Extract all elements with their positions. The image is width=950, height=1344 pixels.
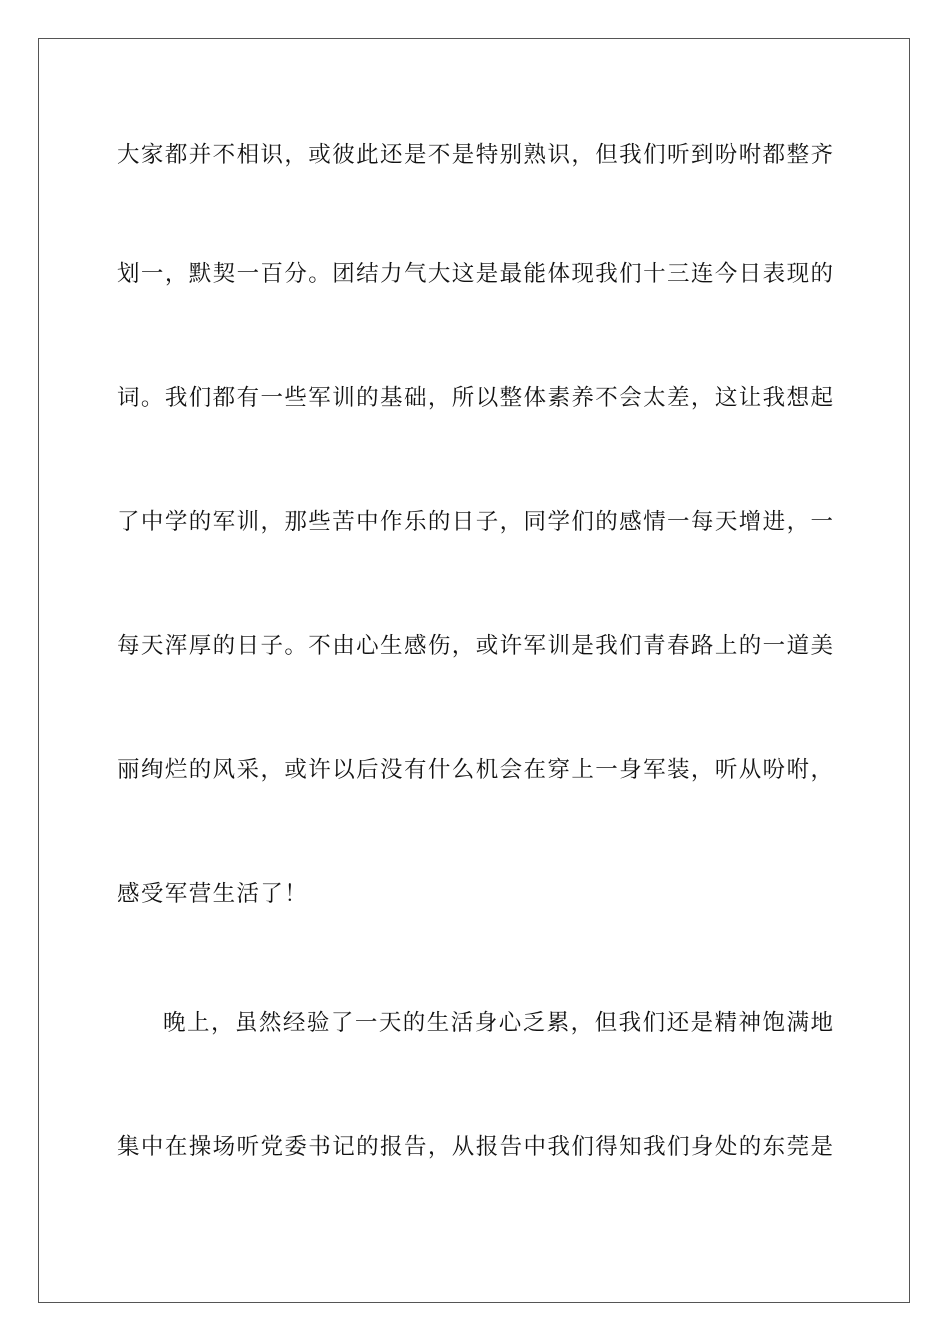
text-line-1: 大家都并不相识，或彼此还是不是特别熟识，但我们听到吩咐都整齐 bbox=[117, 142, 833, 168]
text-line-2: 划一，默契一百分。团结力气大这是最能体现我们十三连今日表现的 bbox=[117, 261, 833, 287]
text-line-4: 了中学的军训，那些苦中作乐的日子，同学们的感情一每天增进，一 bbox=[117, 509, 833, 535]
text-line-9: 集中在操场听党委书记的报告，从报告中我们得知我们身处的东莞是 bbox=[117, 1134, 833, 1160]
text-line-5: 每天浑厚的日子。不由心生感伤，或许军训是我们青春路上的一道美 bbox=[117, 633, 833, 659]
text-line-6: 丽绚烂的风采，或许以后没有什么机会在穿上一身军装，听从吩咐， bbox=[117, 757, 833, 783]
text-line-7: 感受军营生活了！ bbox=[117, 881, 309, 907]
page-border bbox=[38, 38, 910, 1303]
text-line-3: 词。我们都有一些军训的基础，所以整体素养不会太差，这让我想起 bbox=[117, 385, 833, 411]
text-line-8-paragraph-start: 晚上，虽然经验了一天的生活身心乏累，但我们还是精神饱满地 bbox=[163, 1010, 833, 1036]
